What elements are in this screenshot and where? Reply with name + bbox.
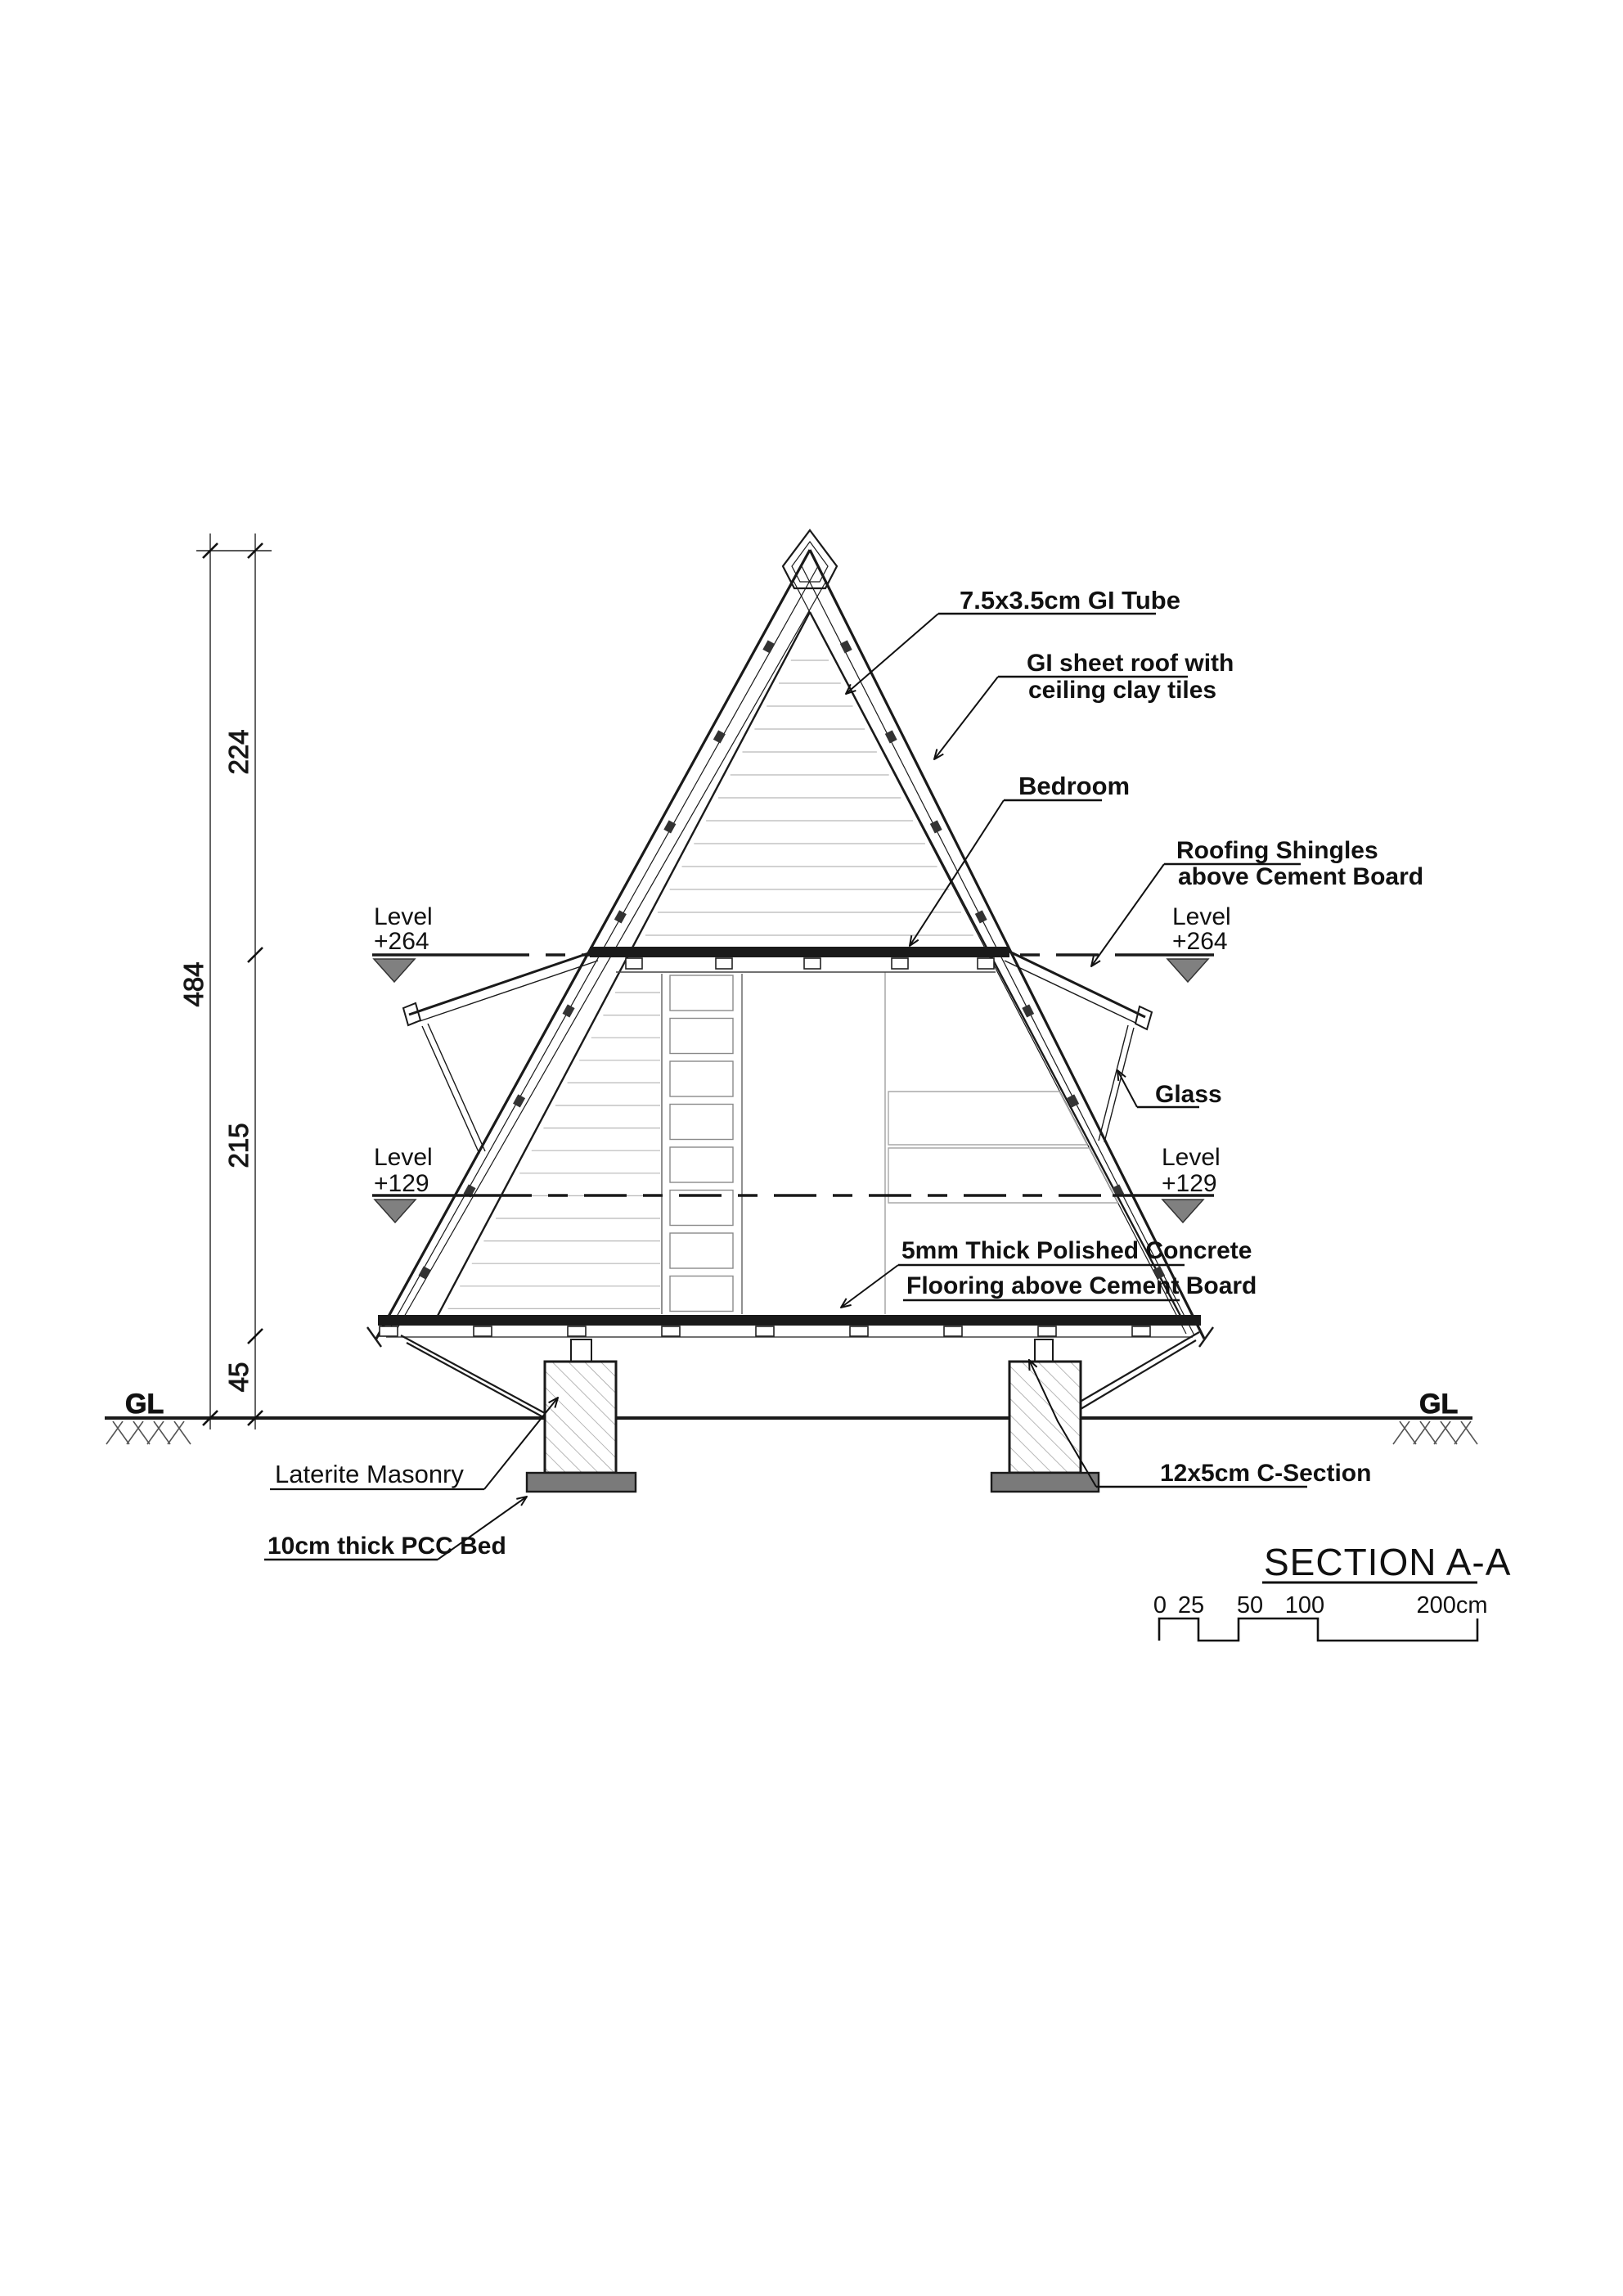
floor-clip [716,958,732,969]
floor-clip [892,958,908,969]
gl-hatch-mark [174,1421,191,1444]
ground-floor-slab [378,1315,1201,1326]
dimension-lines [178,533,272,1429]
gl-hatch-mark [106,1421,123,1444]
gl-hatch-mark [1434,1421,1450,1444]
ladder-rung [670,1233,733,1268]
pcc-bed-right [991,1473,1099,1492]
gl-label-left: GL [125,1389,164,1420]
floor-clip [568,1326,586,1336]
pier-right-laterite [1009,1362,1081,1473]
laterite-label: Laterite Masonry [275,1460,464,1488]
ladder-rung [670,1061,733,1096]
gi-tube-leader [846,614,938,694]
floor-label-2: Flooring above Cement Board [906,1272,1257,1299]
dormer-left-glass1 [422,1026,479,1154]
bedroom-floor-clips [626,958,994,969]
shingles-label-2: above Cement Board [1178,863,1424,890]
glass-label: Glass [1155,1081,1222,1108]
floor-label-1: 5mm Thick Polished Concrete [901,1237,1252,1264]
gl-hatch-mark [1454,1421,1471,1444]
bedroom-leader [910,800,1004,946]
gl-hatch-mark [1414,1421,1430,1444]
annotation-floor [841,1237,1257,1308]
roof-sheet-leader [934,677,998,759]
level-129-word-left: Level [374,1144,433,1171]
level-264-word-left: Level [374,903,433,930]
purlin-clip [930,820,942,833]
annotations [264,586,1423,1560]
inner-wall-left [438,612,810,1316]
purlin-clip [419,1266,431,1279]
annotation-roof-sheet [934,650,1234,759]
purlin-clip [713,730,726,743]
strut-right-b [1081,1340,1196,1409]
ground-line [105,1389,1477,1444]
bed-headboard [888,1092,1087,1145]
level-264-value-right: +264 [1172,928,1228,955]
ladder-rung [670,975,733,1011]
floor-clip [380,1326,398,1336]
strut-left-b [407,1343,545,1418]
drawing-title: SECTION A-A [1264,1541,1512,1583]
dormer-right [1005,951,1152,1142]
inner-wall-right [810,612,1180,1316]
glass-leader [1117,1070,1137,1107]
floor-clip [626,958,642,969]
annotation-shingles [1091,837,1423,966]
dim-ticks [203,543,263,1425]
dim-upper-text: 224 [223,729,254,775]
floor-clip [1132,1326,1150,1336]
scale-bar-shape [1159,1618,1477,1641]
floor-clip [756,1326,774,1336]
annotation-pcc [264,1497,527,1560]
purlin-clip [614,910,627,923]
strut-right-a [1081,1332,1199,1401]
floor-clip [850,1326,868,1336]
c-section-label: 12x5cm C-Section [1160,1460,1372,1487]
pier-left-laterite [545,1362,616,1473]
shingles-leader [1091,864,1164,966]
level-264-marker-left [374,959,415,982]
gl-hatch-mark [113,1421,129,1444]
floor-clip [978,958,994,969]
gl-hatch-mark [1461,1421,1477,1444]
ladder-rung [670,1105,733,1140]
dormer-left-glass2 [428,1024,485,1151]
purlin-clip [563,1004,575,1017]
gl-hatch-mark [127,1421,143,1444]
dormer-right-top-inner [1005,961,1135,1023]
purlin-clip [1022,1004,1034,1017]
scale-tick-0: 0 [1153,1592,1167,1618]
dim-plinth-text: 45 [223,1362,254,1393]
annotation-laterite [270,1398,558,1489]
gl-label-right: GL [1419,1389,1459,1420]
gl-hatch-mark [154,1421,170,1444]
level-129-value-right: +129 [1162,1170,1217,1197]
ladder-rung [670,1019,733,1054]
floor-clip [474,1326,492,1336]
strut-left-a [401,1335,545,1413]
c-section-left [571,1339,591,1362]
roof-purlin-clips [419,640,1166,1279]
ladder-rung [670,1147,733,1182]
level-264-marker-right [1167,959,1208,982]
gl-hatch-mark [1400,1421,1416,1444]
gl-hatch-mark [1420,1421,1436,1444]
level-129-value-left: +129 [374,1170,429,1197]
title-block [1262,1541,1511,1583]
level-264-word-right: Level [1172,903,1231,930]
gl-hatch-mark [1441,1421,1457,1444]
pcc-bed-left [527,1473,636,1492]
gl-hatch-mark [133,1421,150,1444]
ladder-rung [670,1276,733,1312]
interior [448,660,1118,1314]
dim-middle-text: 215 [223,1123,254,1168]
dormer-left [403,951,598,1154]
floor-clip [804,958,820,969]
purlin-clip [762,640,775,653]
gl-hatch-right [1393,1421,1477,1444]
gl-hatch-left [106,1421,191,1444]
gl-hatch-mark [168,1421,184,1444]
ground-floor-clips [380,1326,1150,1336]
level-129-marker-right [1162,1200,1203,1222]
roof-sheet-label-2: ceiling clay tiles [1028,677,1217,704]
gi-tube-label: 7.5x3.5cm GI Tube [960,586,1180,615]
scale-bar [1153,1592,1488,1641]
c-section-right [1035,1339,1053,1362]
bedroom-ceiling-boards [645,660,973,935]
gl-hatch-mark [147,1421,164,1444]
scale-tick-25: 25 [1177,1592,1205,1618]
ladder-shelves [670,975,733,1312]
floor-clip [944,1326,962,1336]
foundation [401,1332,1199,1492]
floor-clip [1038,1326,1056,1336]
annotation-bedroom [910,772,1130,946]
scale-tick-50: 50 [1236,1592,1264,1618]
gl-hatch-mark [1393,1421,1409,1444]
pcc-label: 10cm thick PCC Bed [268,1533,506,1560]
dim-overall-text: 484 [178,961,209,1007]
dormer-right-glass1 [1104,1028,1134,1142]
purlin-clip [840,640,852,653]
purlin-clip [975,910,987,923]
dormer-right-cap [1135,1006,1152,1029]
roof-sheet-label-1: GI sheet roof with [1027,650,1234,677]
level-129-word-right: Level [1162,1144,1221,1171]
ridge-cap-outer [783,530,837,588]
scale-tick-100: 100 [1284,1592,1325,1618]
floor-leader [841,1265,898,1308]
level-129-marker-left [375,1200,416,1222]
scale-tick-200: 200cm [1416,1592,1488,1618]
roof-outer-left [376,550,810,1339]
floor-clip [662,1326,680,1336]
annotation-glass [1117,1070,1222,1108]
bedroom-label: Bedroom [1018,772,1131,800]
shingles-label-1: Roofing Shingles [1176,837,1378,864]
level-264-value-left: +264 [374,928,429,955]
